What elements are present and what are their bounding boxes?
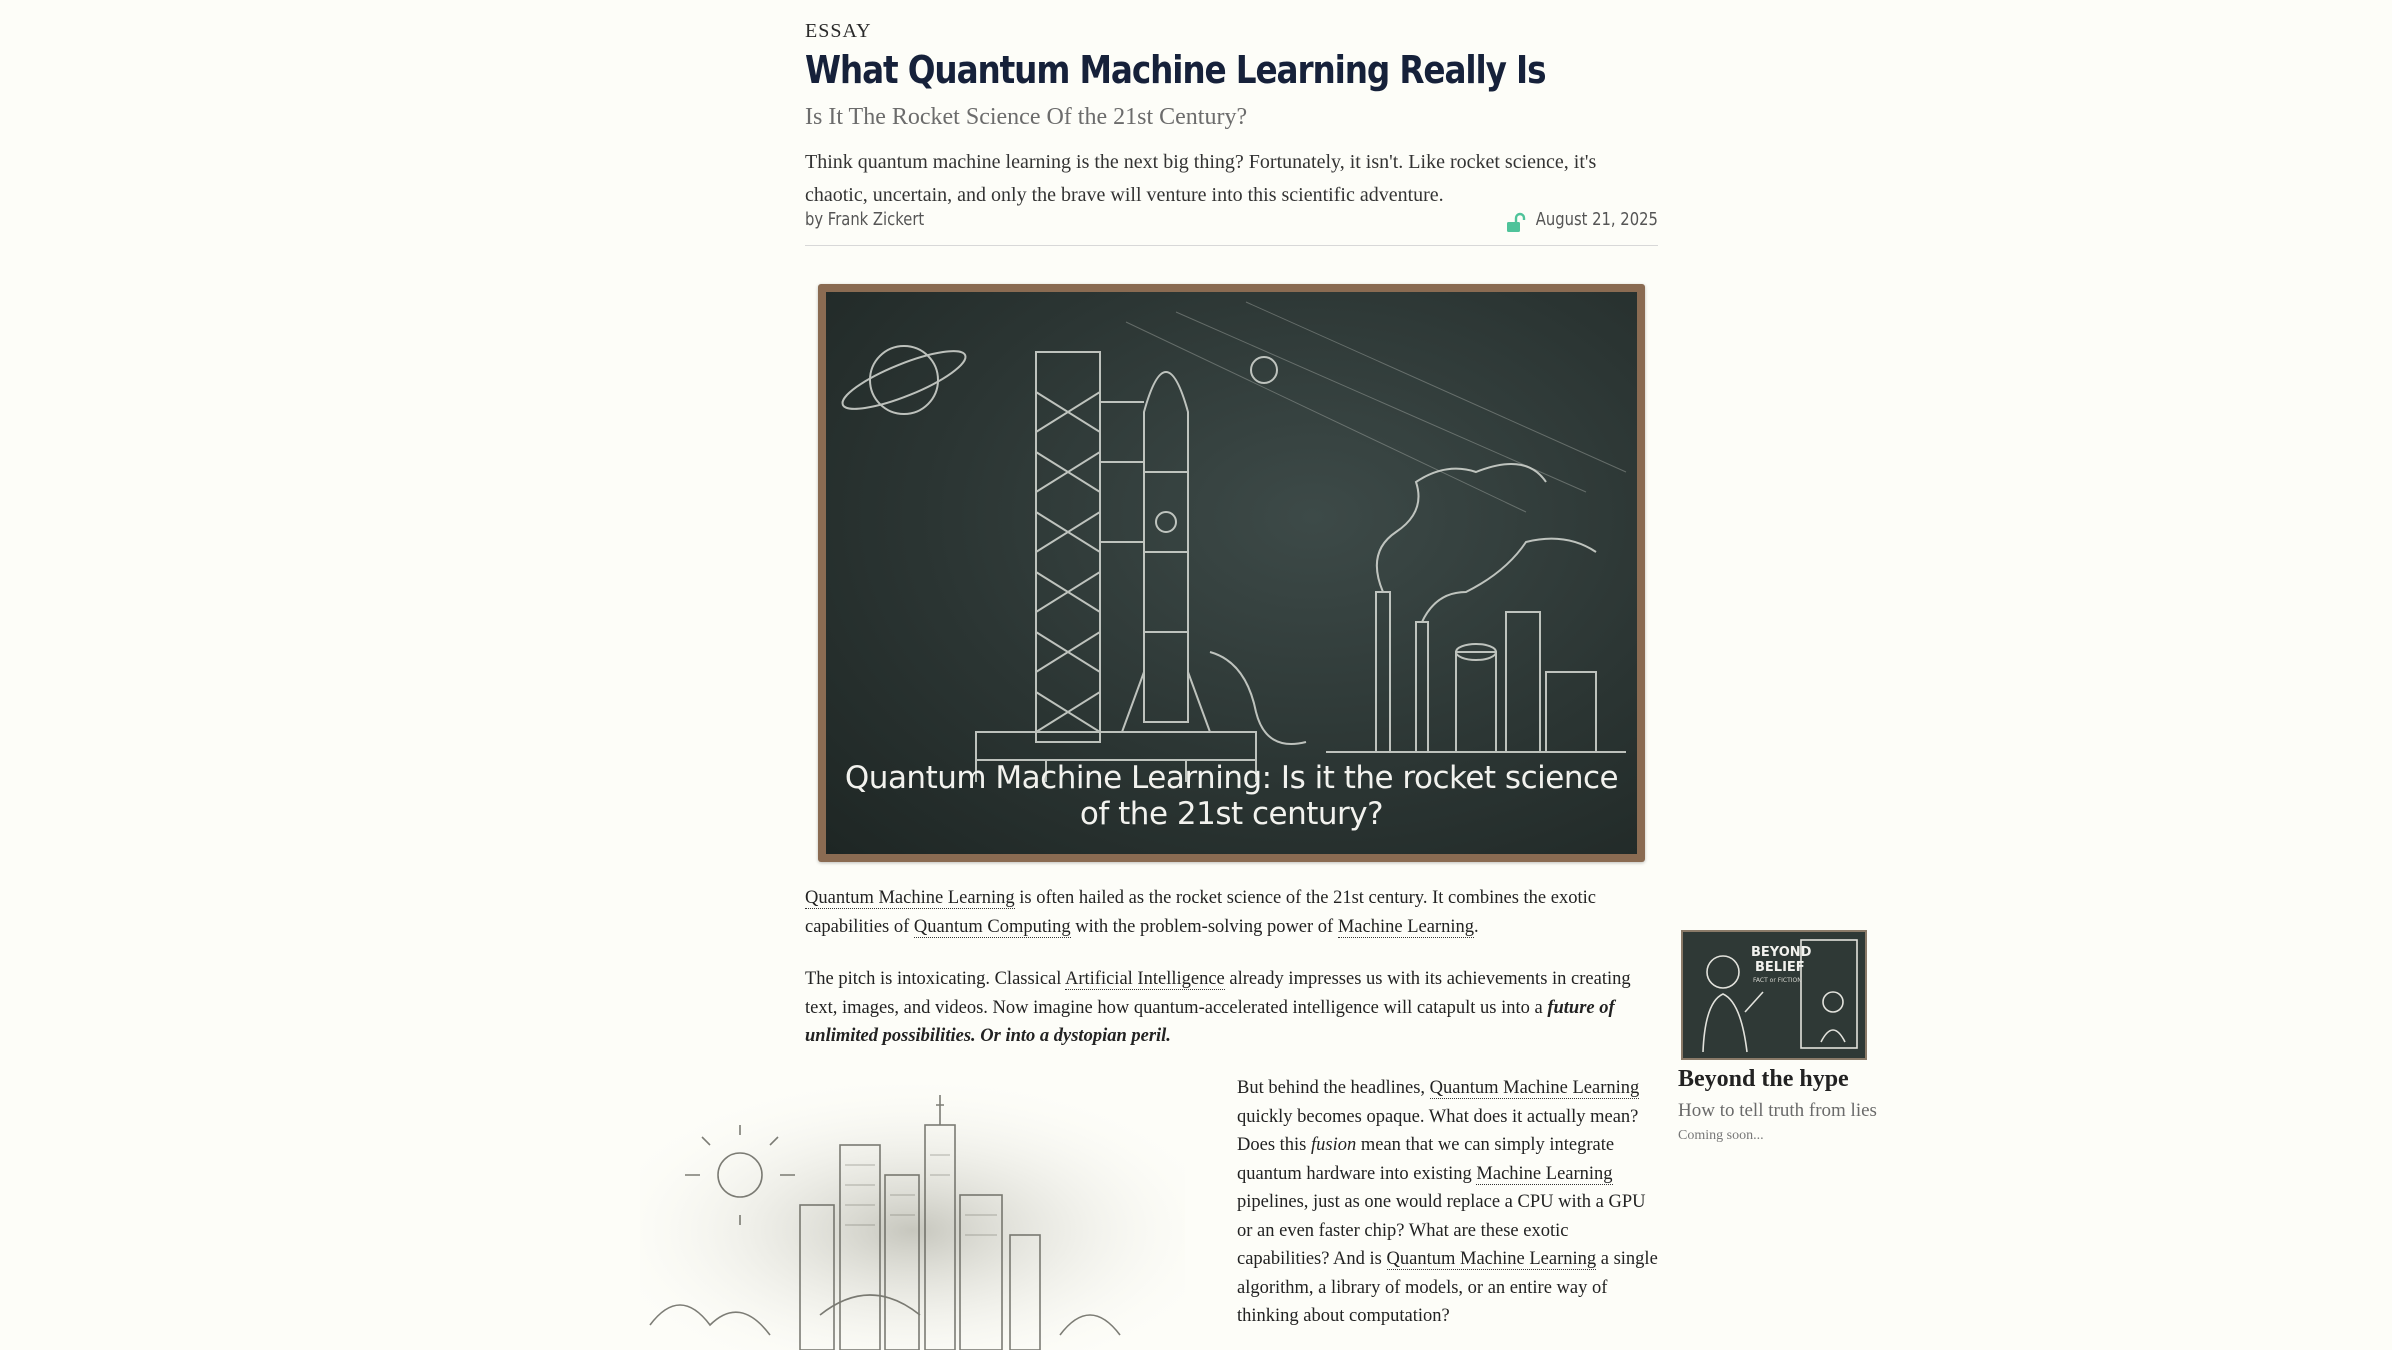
glossary-link-artificial-intelligence[interactable]: Artificial Intelligence	[1065, 969, 1225, 989]
glossary-link-quantum-computing[interactable]: Quantum Computing	[913, 916, 1071, 937]
glossary-link-qml[interactable]: Quantum Machine Learning	[1386, 1249, 1597, 1269]
glossary-link-machine-learning[interactable]: Machine Learning	[1337, 916, 1474, 937]
paragraph-2	[805, 965, 1658, 1051]
paragraph-text: pipelines, just as one would replace a CPU with a GPU or an even faster chip? What are these exotic capabilities? And is	[1237, 1192, 1646, 1269]
paragraph-text: mean that we can simply integrate quantum hardware into existing	[1237, 1135, 1615, 1184]
hero-image	[818, 284, 1645, 862]
page-title: What Quantum Machine Learning Really Is	[805, 48, 1546, 92]
city-sketch-image	[640, 1085, 1185, 1350]
paragraph-1	[805, 884, 1658, 941]
article-lede: Think quantum machine learning is the next big thing? Fortunately, it isn't. Like rocket science, it's chaotic, uncertain, and only the brave will venture into this scientific adventure.	[805, 151, 1597, 206]
card-status: Coming soon...	[1678, 1128, 1764, 1143]
card-thumbnail-sketch	[1683, 932, 1865, 1058]
byline-row	[805, 207, 1658, 246]
hero-caption: Quantum Machine Learning: Is it the rocket science of the 21st century?	[844, 760, 1619, 832]
paragraph-text: a single algorithm, a library of models, or an entire way of thinking about computation?	[1237, 1249, 1658, 1326]
chalkboard-illustration	[826, 292, 1637, 854]
thumb-text: BELIEF	[1755, 960, 1805, 975]
card-title[interactable]: Beyond the hype	[1678, 1066, 1849, 1092]
thumb-text: BEYOND	[1751, 945, 1812, 960]
page-subtitle: Is It The Rocket Science Of the 21st Century?	[805, 104, 1248, 130]
publish-date: August 21, 2025	[1535, 209, 1658, 230]
paragraph-text: But behind the headlines,	[1237, 1078, 1430, 1098]
paragraph-text: .	[1473, 916, 1479, 937]
article-kicker: ESSAY	[805, 20, 872, 42]
author-byline: by Frank Zickert	[805, 209, 925, 230]
paragraph-text: The pitch is intoxicating. Classical	[805, 969, 1065, 989]
card-subtitle: How to tell truth from lies	[1678, 1100, 1877, 1121]
paragraph-text: is often hailed as the rocket science of the 21st century. It combines the exotic capabilities of	[805, 888, 1596, 937]
glossary-link-qml[interactable]: Quantum Machine Learning	[1429, 1078, 1640, 1098]
thumb-text: FACT or FICTION	[1753, 977, 1802, 984]
glossary-link-qml[interactable]: Quantum Machine Learning	[805, 888, 1015, 908]
paragraph-text: quickly becomes opaque. What does it actually mean? Does this	[1237, 1106, 1639, 1155]
emphasis-text: future of unlimited possibilities. Or into a dystopian peril.	[805, 997, 1615, 1046]
card-thumbnail	[1681, 930, 1867, 1060]
paragraph-text: with the problem-solving power of	[1070, 916, 1338, 937]
emphasis-text: fusion	[1311, 1135, 1357, 1155]
paragraph-text: already impresses us with its achievements in creating text, images, and videos. Now imagine how quantum-accelerated intelligence will catapult us into a	[805, 969, 1631, 1018]
unlock-icon	[1504, 211, 1528, 235]
glossary-link-machine-learning[interactable]: Machine Learning	[1476, 1163, 1613, 1184]
paragraph-3	[1237, 1074, 1659, 1331]
